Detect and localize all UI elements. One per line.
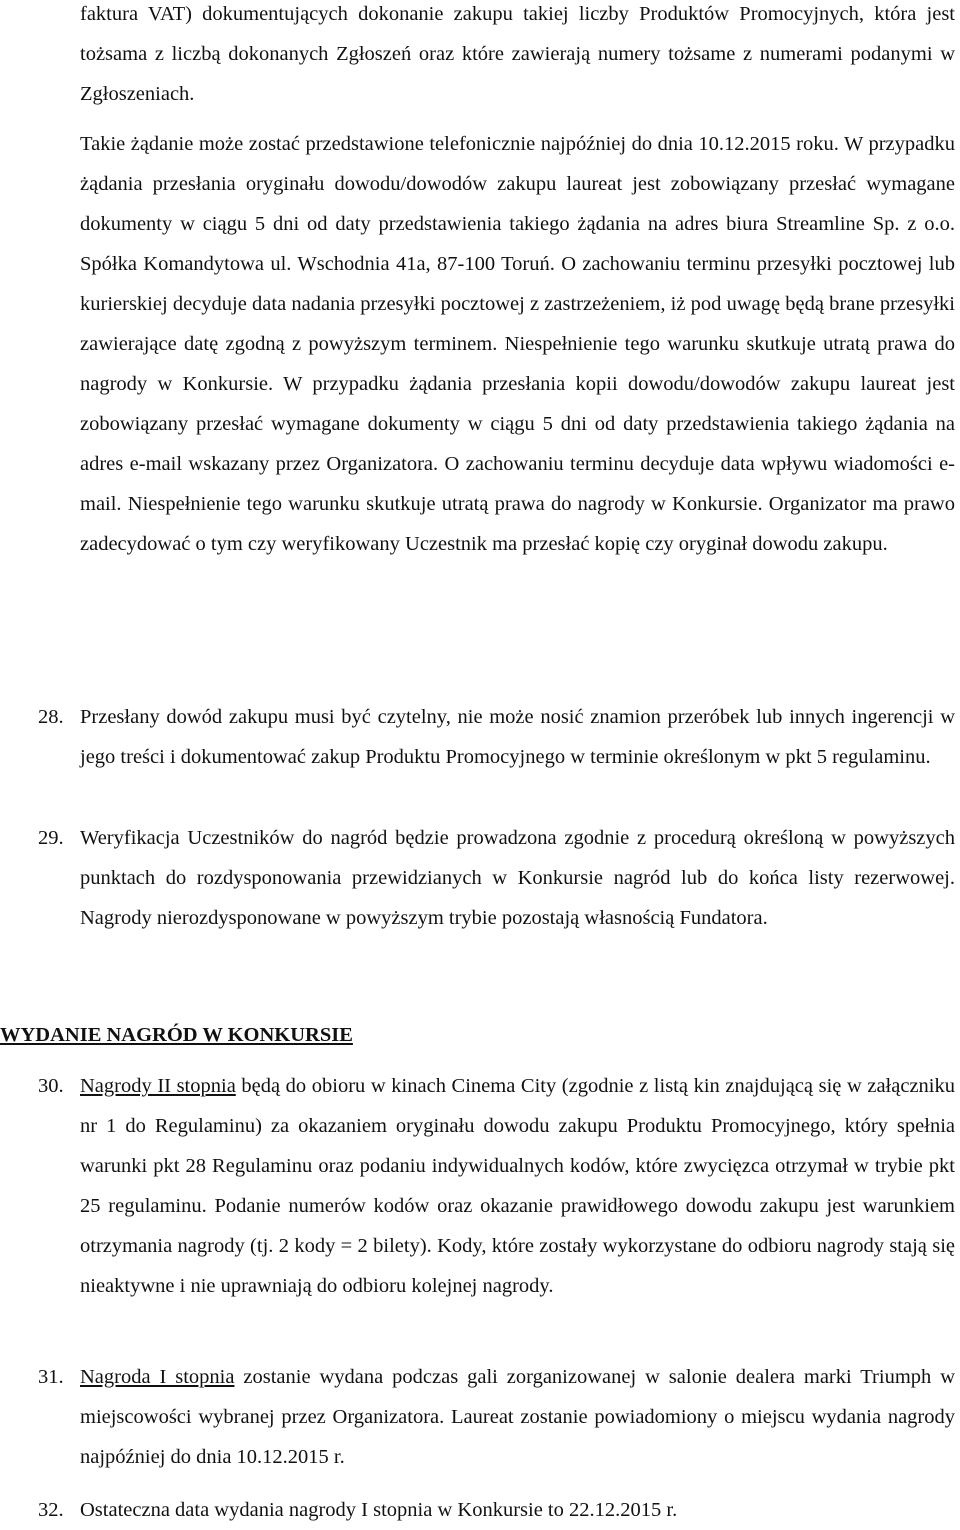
list-item-30 [38,1066,955,1306]
list-item-number: 29. [38,827,64,849]
list-item-28 [38,697,955,777]
list-item-text: Weryfikacja Uczestników do nagród będzie prowadzona zgodnie z procedurą określoną w powyższych punktach do rozdysponowania przewidzianych w Konkursie nagród lub do końca listy rezerwowej. Nagrody nierozdysponowane w powyższym trybie pozostają własnością Fundatora. [80,827,955,929]
list-item-31 [38,1357,955,1477]
list-item-text [80,1357,955,1477]
underlined-term: Nagroda I stopnia [80,1366,235,1388]
list-item-text: Ostateczna data wydania nagrody I stopnia w Konkursie to 22.12.2015 r. [80,1499,678,1521]
list-item-number: 31. [38,1366,64,1388]
list-item-continuation: zostanie wydana podczas gali zorganizowanej w salonie dealera marki Triumph w miejscowości wybranej przez Organizatora. Laureat zostanie powiadomiony o miejscu wydania nagrody najpóźniej do dnia 10.12.2015 r. [80,1366,955,1468]
list-item-text [80,1066,955,1306]
list-item-text: Przesłany dowód zakupu musi być czytelny, nie może nosić znamion przeróbek lub innych ingerencji w jego treści i dokumentować zakup Produktu Promocyjnego w terminie określonym w pkt 5 regulaminu. [80,706,955,768]
paragraph-intro: faktura VAT) dokumentujących dokonanie zakupu takiej liczby Produktów Promocyjnych, która jest tożsama z liczbą dokonanych Zgłoszeń oraz które zawierają numery tożsame z numerami podanymi w Zgłoszeniach. [80,3,955,105]
paragraph-request: Takie żądanie może zostać przedstawione telefonicznie najpóźniej do dnia 10.12.2015 roku. W przypadku żądania przesłania oryginału dowodu/dowodów zakupu laureat jest zobowiązany przesłać wymagane dokumenty w ciągu 5 dni od daty przedstawienia takiego żądania na adres biura Streamline Sp. z o.o. Spółka Komandytowa ul. Wschodnia 41a, 87-100 Toruń. O zachowaniu terminu przesyłki pocztowej lub kurierskiej decyduje data nadania przesyłki pocztowej z zastrzeżeniem, iż pod uwagę będą brane przesyłki zawierające datę zgodną z powyższym terminem. Niespełnienie tego warunku skutkuje utratą prawa do nagrody w Konkursie. W przypadku żądania przesłania kopii dowodu/dowodów zakupu laureat jest zobowiązany przesłać wymagane dokumenty w ciągu 5 dni od daty przedstawienia takiego żądania na adres e-mail wskazany przez Organizatora. O zachowaniu terminu decyduje data wpływu wiadomości e-mail. Niespełnienie tego warunku skutkuje utratą prawa do nagrody w Konkursie. Organizator ma prawo zadecydować o tym czy weryfikowany Uczestnik ma przesłać kopię czy oryginał dowodu zakupu. [80,133,955,555]
list-item-32 [38,1490,955,1530]
section-heading: WYDANIE NAGRÓD W KONKURSIE [0,1024,353,1046]
list-item-number: 32. [38,1499,64,1521]
list-item-continuation: będą do obioru w kinach Cinema City (zgodnie z listą kin znajdującą się w załączniku nr 1 do Regulaminu) za okazaniem oryginału dowodu zakupu Produktu Promocyjnego, który spełnia warunki pkt 28 Regulaminu oraz podaniu indywidualnych kodów, które zwycięzca otrzymał w trybie pkt 25 regulaminu. Podanie numerów kodów oraz okazanie prawidłowego dowodu zakupu jest warunkiem otrzymania nagrody (tj. 2 kody = 2 bilety). Kody, które zostały wykorzystane do odbioru nagrody stają się nieaktywne i nie uprawniają do odbioru kolejnej nagrody. [80,1075,955,1297]
list-item-29 [38,818,955,938]
list-item-number: 28. [38,706,64,728]
underlined-term: Nagrody II stopnia [80,1075,236,1097]
list-item-number: 30. [38,1075,64,1097]
